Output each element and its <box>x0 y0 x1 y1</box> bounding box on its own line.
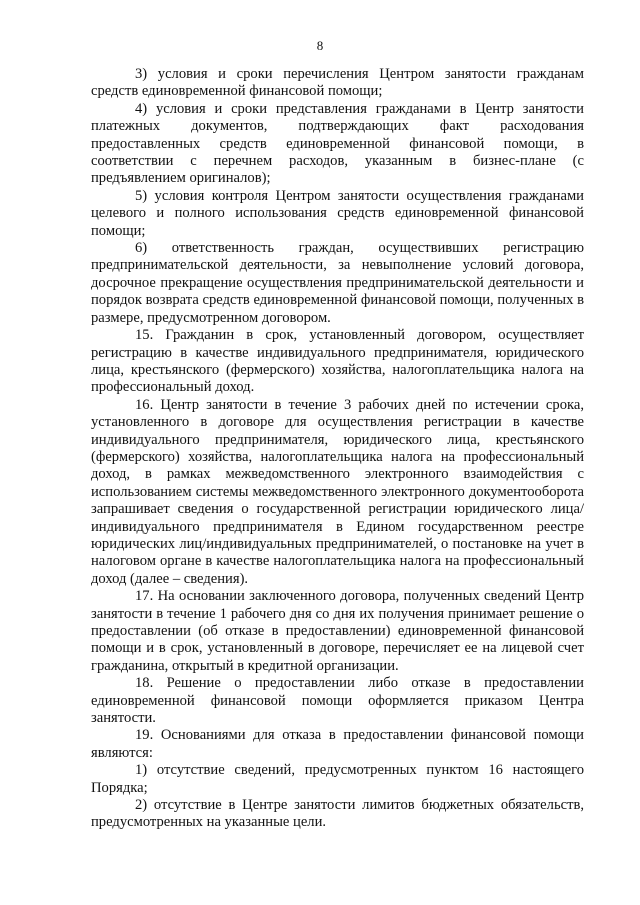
paragraph-clause-15: 15. Гражданин в срок, установленный договором, осуществляет регистрацию в качестве индивидуального предпринимателя, юридического лица, крестьянского (фермерского) хозяйства, налогоплательщика налога на профессиональный доход. <box>91 327 584 396</box>
document-body <box>91 66 584 832</box>
paragraph-item-3: 3) условия и сроки перечисления Центром занятости гражданам средств единовременной финансовой помощи; <box>91 66 584 100</box>
paragraph-item-5: 5) условия контроля Центром занятости осуществления гражданами целевого и полного использования средств единовременной финансовой помощи; <box>91 187 584 239</box>
paragraph-clause-17: 17. На основании заключенного договора, полученных сведений Центр занятости в течение 1 рабочего дня со дня их получения принимает решение о предоставлении (об отказе в предоставлении) единовременной финансовой помощи и в срок, установленный в договоре, перечисляет ее на лицевой счет гражданина, открытый в кредитной организации. <box>91 588 584 674</box>
paragraph-clause-18: 18. Решение о предоставлении либо отказе в предоставлении единовременной финансовой помощи оформляется приказом Центра занятости. <box>91 675 584 727</box>
paragraph-clause-19: 19. Основаниями для отказа в предоставлении финансовой помощи являются: <box>91 727 584 761</box>
paragraph-clause-16: 16. Центр занятости в течение 3 рабочих дней по истечении срока, установленного в договоре для осуществления регистрации в качестве индивидуального предпринимателя, юридического лица, крестьянского (фермерского) хозяйства, налогоплательщика налога на профессиональный доход, в рамках межведомственного электронного взаимодействия с использованием системы межведомственного электронного документооборота запрашивает сведения о государственной регистрации юридического лица/индивидуального предпринимателя в Едином государственном реестре юридических лиц/индивидуальных предпринимателей, о постановке на учет в налоговом органе в качестве налогоплательщика налога на профессиональный доход (далее – сведения). <box>91 396 584 587</box>
paragraph-item-4: 4) условия и сроки представления гражданами в Центр занятости платежных документов, подтверждающих факт расходования предоставленных средств единовременной финансовой помощи, в соответствии с перечнем расходов, указанным в бизнес-плане (с предъявлением оригиналов); <box>91 100 584 187</box>
paragraph-item-6: 6) ответственность граждан, осуществивших регистрацию предпринимательской деятельности, за невыполнение условий договора, досрочное прекращение осуществления предпринимательской деятельности и порядок возврата средств единовременной финансовой помощи, полученных в размере, предусмотренном договором. <box>91 240 584 326</box>
page-number: 8 <box>316 38 324 53</box>
paragraph-clause-19-item-1: 1) отсутствие сведений, предусмотренных пунктом 16 настоящего Порядка; <box>91 762 584 796</box>
paragraph-clause-19-item-2: 2) отсутствие в Центре занятости лимитов бюджетных обязательств, предусмотренных на указанные цели. <box>91 797 584 831</box>
